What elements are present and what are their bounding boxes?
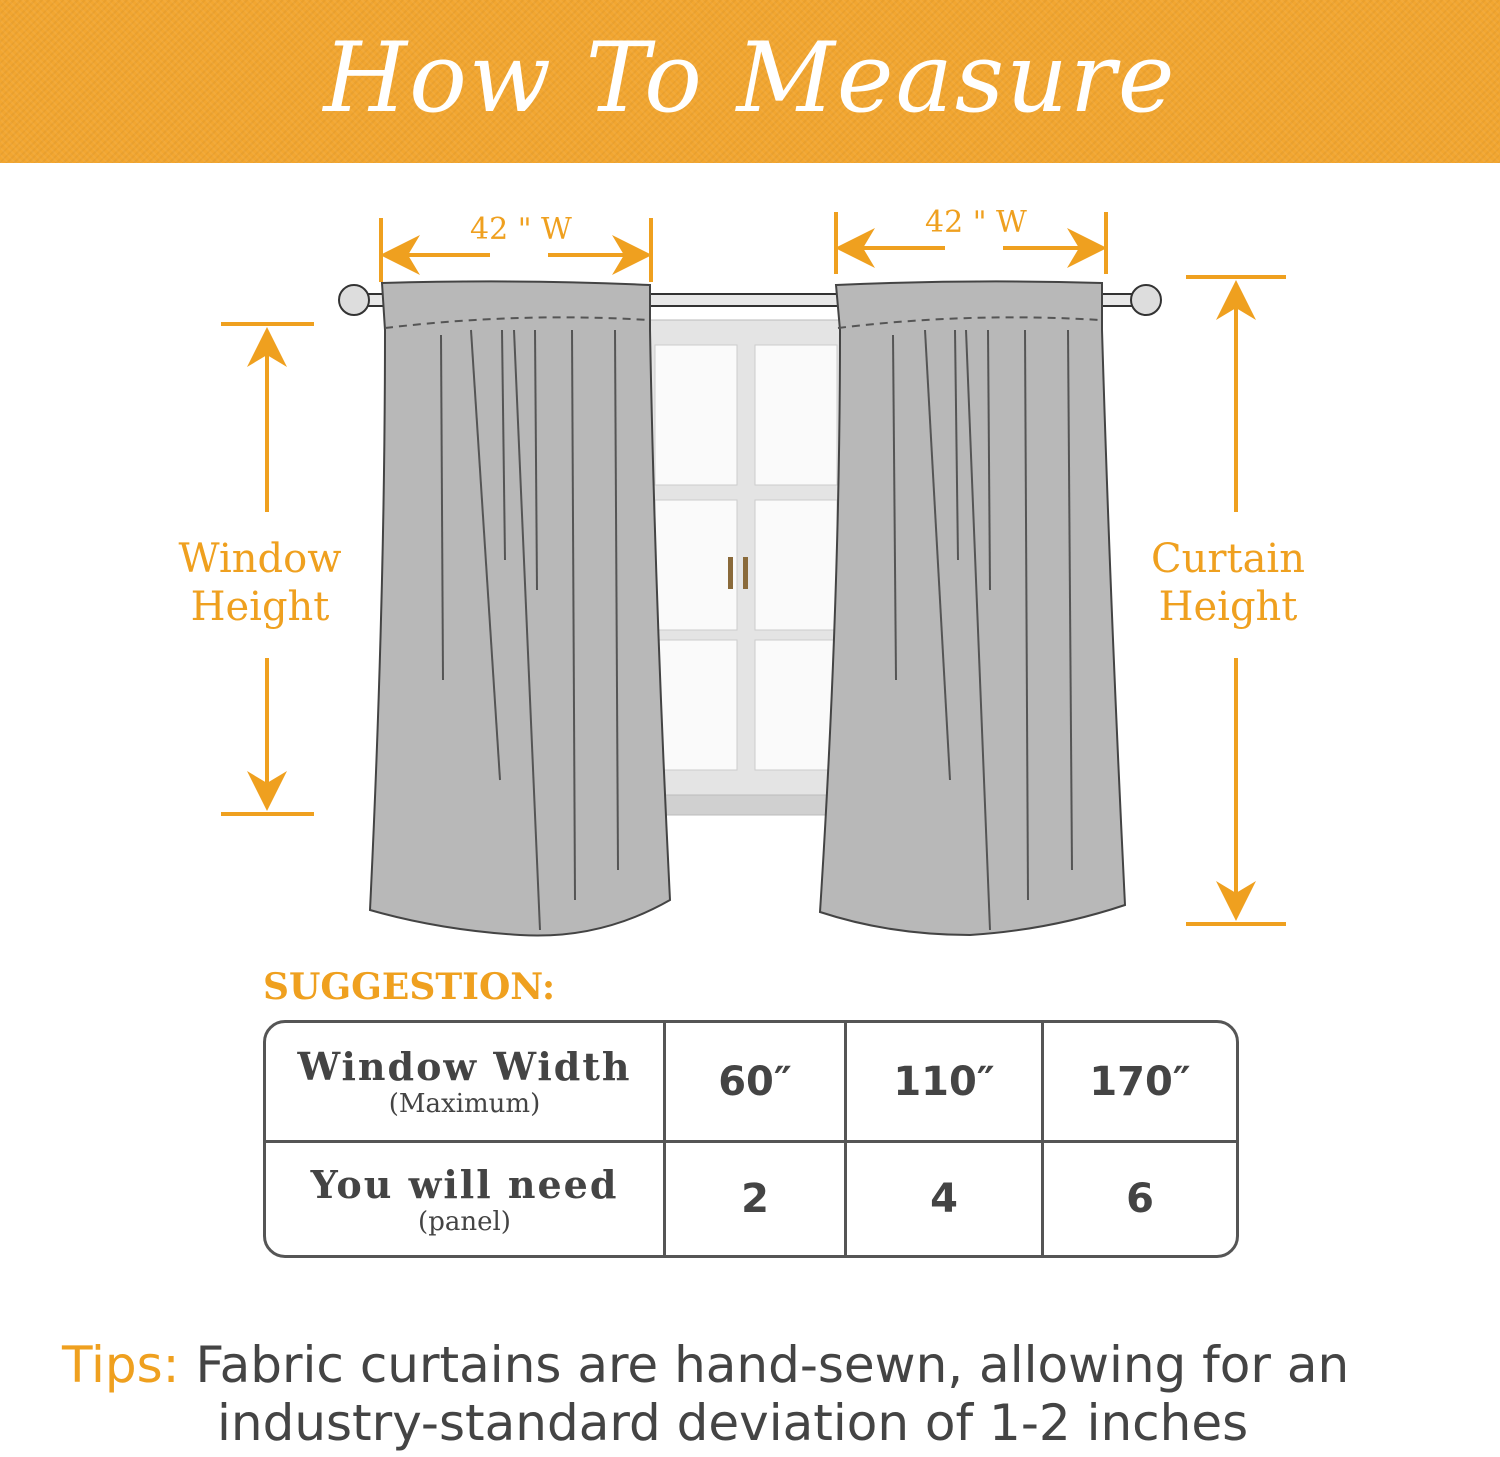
suggestion-table — [263, 1020, 1239, 1258]
row-label-panels-needed — [266, 1143, 666, 1255]
table-cell: 170″ — [1044, 1023, 1236, 1143]
right-width-label: 42 " W — [925, 205, 1027, 240]
tips-note — [62, 1336, 1349, 1452]
curtain-height-line2: Height — [1158, 584, 1298, 630]
window-illustration — [645, 320, 845, 815]
tips-label: Tips: — [62, 1336, 180, 1394]
table-cell: 6 — [1126, 1176, 1154, 1222]
row-sublabel: (panel) — [418, 1206, 511, 1237]
tips-text-line1: Fabric curtains are hand-sewn, allowing for an — [195, 1336, 1350, 1394]
left-width-label: 42 " W — [470, 212, 572, 247]
curtain-height-label — [1128, 535, 1328, 631]
row-label-window-width — [266, 1023, 666, 1143]
page-title: How To Measure — [323, 22, 1177, 134]
left-curtain-panel — [370, 281, 670, 935]
row-sublabel: (Maximum) — [388, 1089, 541, 1119]
window-height-label — [160, 535, 360, 631]
curtain-height-line1: Curtain — [1151, 536, 1305, 582]
table-cell: 60″ — [666, 1023, 847, 1143]
suggestion-heading: SUGGESTION: — [263, 966, 556, 1008]
table-cell: 2 — [666, 1143, 847, 1255]
row-label: You will need — [310, 1161, 619, 1207]
window-height-line2: Height — [190, 584, 330, 630]
table-cell: 110″ — [847, 1023, 1044, 1143]
row-label: Window Width — [297, 1044, 632, 1089]
tips-text-line2: industry-standard deviation of 1-2 inches — [217, 1394, 1249, 1452]
window-height-line1: Window — [178, 536, 342, 582]
window-handle-icon — [728, 557, 733, 589]
right-curtain-panel — [820, 281, 1125, 935]
table-cell: 4 — [847, 1143, 1044, 1255]
